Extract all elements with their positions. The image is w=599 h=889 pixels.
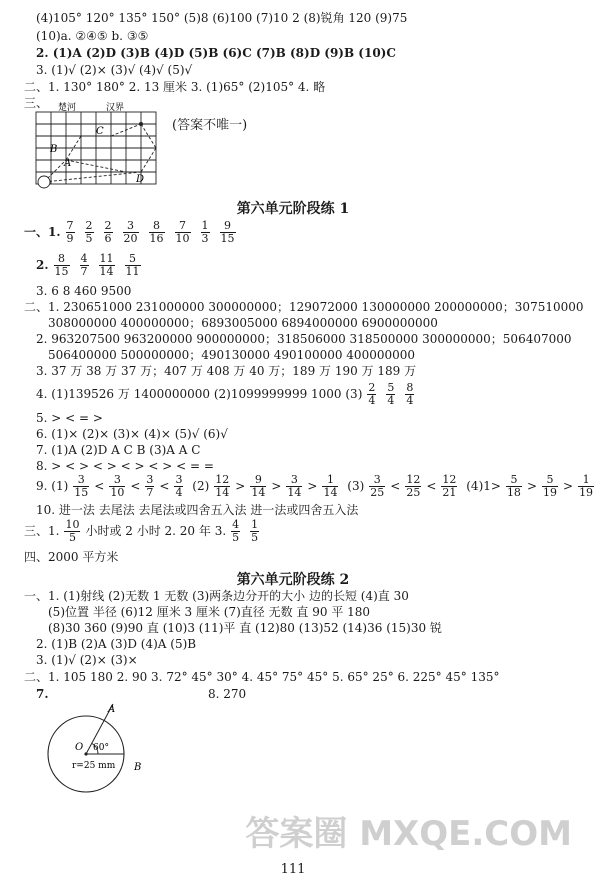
fraction: $\frac{8}{15}$ (54, 252, 69, 278)
answer-line: 三、1. $\frac{10}{5}$ 小时或 2 小时 2. 20 年 3. $\frac{4}{5}$ $\frac{1}{5}$ (24, 518, 259, 544)
chess-note: (答案不唯一) (172, 118, 248, 133)
han-jie-label: 汉界 (106, 103, 125, 113)
fraction: $\frac{1}{3}$ (201, 219, 209, 245)
fraction: $\frac{3}{10}$ (110, 473, 125, 499)
watermark: 答案圈 MXQE.COM (245, 814, 572, 854)
fraction: $\frac{1}{14}$ (323, 473, 338, 499)
fraction: $\frac{5}{18}$ (506, 473, 521, 499)
section-title: 第六单元阶段练 2 (236, 572, 350, 588)
answer-line: 二、1. 130° 180° 2. 13 厘米 3. (1)65° (2)105° 4. 略 (24, 80, 326, 94)
section-title: 第六单元阶段练 1 (236, 201, 350, 217)
fraction: $\frac{4}{7}$ (80, 252, 88, 278)
fraction: $\frac{9}{14}$ (251, 473, 266, 499)
answer-line: 一、1. (1)射线 (2)无数 1 无数 (3)两条边分开的大小 边的长短 (4)直 30 (24, 589, 409, 603)
point-c-label: C (96, 126, 104, 137)
point-b-label: B (134, 762, 142, 773)
fraction: $\frac{9}{15}$ (220, 219, 235, 245)
point-a-label: A (64, 158, 72, 169)
fraction: $\frac{11}{14}$ (99, 252, 114, 278)
fraction: $\frac{3}{25}$ (370, 473, 385, 499)
answer-line: 8. > < > < > < > < > < = = (36, 459, 214, 473)
fraction: $\frac{1}{5}$ (251, 518, 259, 544)
fraction: $\frac{2}{5}$ (85, 219, 93, 245)
answer-line: 506400000 500000000；490130000 490100000 400000000 (48, 348, 416, 362)
answer-line: 一、1. $\frac{7}{9}$ $\frac{2}{5}$ $\frac{2}{6}$ $\frac{3}{20}$ $\frac{8}{16}$ $\frac{7}{10}$ $\frac{1}{3}$ $\frac{9}{15}$ (24, 219, 235, 245)
page-number: 111 (280, 862, 306, 877)
answer-line: 二、1. 230651000 231000000 300000000；129072000 130000000 200000000；307510000 (24, 300, 584, 314)
fraction: $\frac{12}{14}$ (215, 473, 230, 499)
answer-line: 4. (1)139526 万 1400000000 (2)1099999999 1000 (3) $\frac{2}{4}$ $\frac{5}{4}$ $\frac{8}{4}$ (36, 381, 414, 407)
fraction: $\frac{3}{15}$ (74, 473, 89, 499)
answer-line: 3. 37 万 38 万 37 万；407 万 408 万 40 万；189 万 190 万 189 万 (36, 364, 417, 378)
answer-line: 2. $\frac{8}{15}$ $\frac{4}{7}$ $\frac{11}{14}$ $\frac{5}{11}$ (36, 252, 140, 278)
fraction: $\frac{8}{4}$ (406, 381, 414, 407)
chu-he-label: 楚河 (58, 103, 77, 113)
answer-line: 7. (1)A (2)D A C B (3)A A C (36, 443, 201, 457)
answer-line: 7. (36, 687, 49, 701)
answer-line: 8. 270 (208, 687, 247, 701)
fraction: $\frac{2}{4}$ (368, 381, 376, 407)
answer-line: (10)a. ②④⑤ b. ③⑤ (36, 29, 149, 43)
answer-line: 二、1. 105 180 2. 90 3. 72° 45° 30° 4. 45° 75° 45° 5. 65° 25° 6. 225° 45° 135° (24, 670, 500, 684)
fraction: $\frac{12}{21}$ (442, 473, 457, 499)
fraction: $\frac{1}{19}$ (579, 473, 594, 499)
chessboard-diagram (28, 103, 168, 194)
answer-line: 9. (1) $\frac{3}{15}$ < $\frac{3}{10}$ < $\frac{3}{7}$ < $\frac{3}{4}$ (2) $\frac{12}{14}$ > $\frac{9}{14}$ > $\frac{3}{14}$ > $\frac{1}{14}$ (3) $\frac{3}{25}$ < $\frac{12}{25}$ < $\frac{12}{21}$ (4)1> $\frac{5}{18}$ > $\frac{5}{19}$ > $\frac{1}{19}$ (36, 473, 594, 499)
fraction: $\frac{10}{5}$ (65, 518, 80, 544)
answer-line: (5)位置 半径 (6)12 厘米 3 厘米 (7)直径 无数 直 90 平 180 (48, 605, 371, 619)
answer-line: 308000000 400000000；6893005000 6894000000 6900000000 (48, 316, 438, 330)
answer-line: 3. 6 8 460 9500 (36, 284, 132, 298)
fraction: $\frac{3}{14}$ (287, 473, 302, 499)
fraction: $\frac{5}{19}$ (543, 473, 557, 499)
fraction: $\frac{3}{20}$ (123, 219, 138, 245)
answer-line: (4)105° 120° 135° 150° (5)8 (6)100 (7)10 2 (8)锐角 120 (9)75 (36, 11, 408, 25)
radius-label: r=25 mm (72, 761, 116, 771)
fraction: $\frac{8}{16}$ (149, 219, 164, 245)
answer-line: (8)30 360 (9)90 直 (10)3 (11)平 直 (12)80 (13)52 (14)36 (15)30 锐 (48, 621, 442, 635)
answer-line: 2. 963207500 963200000 900000000；318506000 318500000 300000000；506407000 (36, 332, 572, 346)
fraction: $\frac{7}{9}$ (66, 219, 74, 245)
angle-label: 60° (93, 743, 109, 753)
fraction: $\frac{2}{6}$ (104, 219, 112, 245)
answer-line: 5. > < = > (36, 411, 103, 425)
answer-line: 2. (1)A (2)D (3)B (4)D (5)B (6)C (7)B (8)D (9)B (10)C (36, 46, 396, 60)
fraction: $\frac{5}{11}$ (125, 252, 140, 278)
fraction: $\frac{4}{5}$ (232, 518, 240, 544)
answer-line: 6. (1)× (2)× (3)× (4)× (5)√ (6)√ (36, 427, 228, 441)
answer-line: 3. (1)√ (2)× (3)√ (4)√ (5)√ (36, 63, 193, 77)
point-d-label: D (136, 174, 145, 185)
answer-line: 3. (1)√ (2)× (3)× (36, 653, 138, 667)
answer-line: 2. (1)B (2)A (3)D (4)A (5)B (36, 637, 197, 651)
fraction: $\frac{12}{25}$ (406, 473, 421, 499)
fraction: $\frac{5}{4}$ (387, 381, 395, 407)
section-label: 三、 (24, 96, 49, 110)
fraction: $\frac{7}{10}$ (175, 219, 190, 245)
fraction: $\frac{3}{7}$ (146, 473, 154, 499)
fraction: $\frac{3}{4}$ (175, 473, 183, 499)
answer-line: 四、2000 平方米 (24, 550, 119, 564)
circle-diagram (38, 700, 158, 800)
answer-line: 10. 进一法 去尾法 去尾法或四舍五入法 进一法或四舍五入法 (36, 503, 359, 517)
point-b-label: B (50, 144, 58, 155)
point-o-label: O (75, 742, 84, 753)
point-a-label: A (108, 704, 116, 715)
